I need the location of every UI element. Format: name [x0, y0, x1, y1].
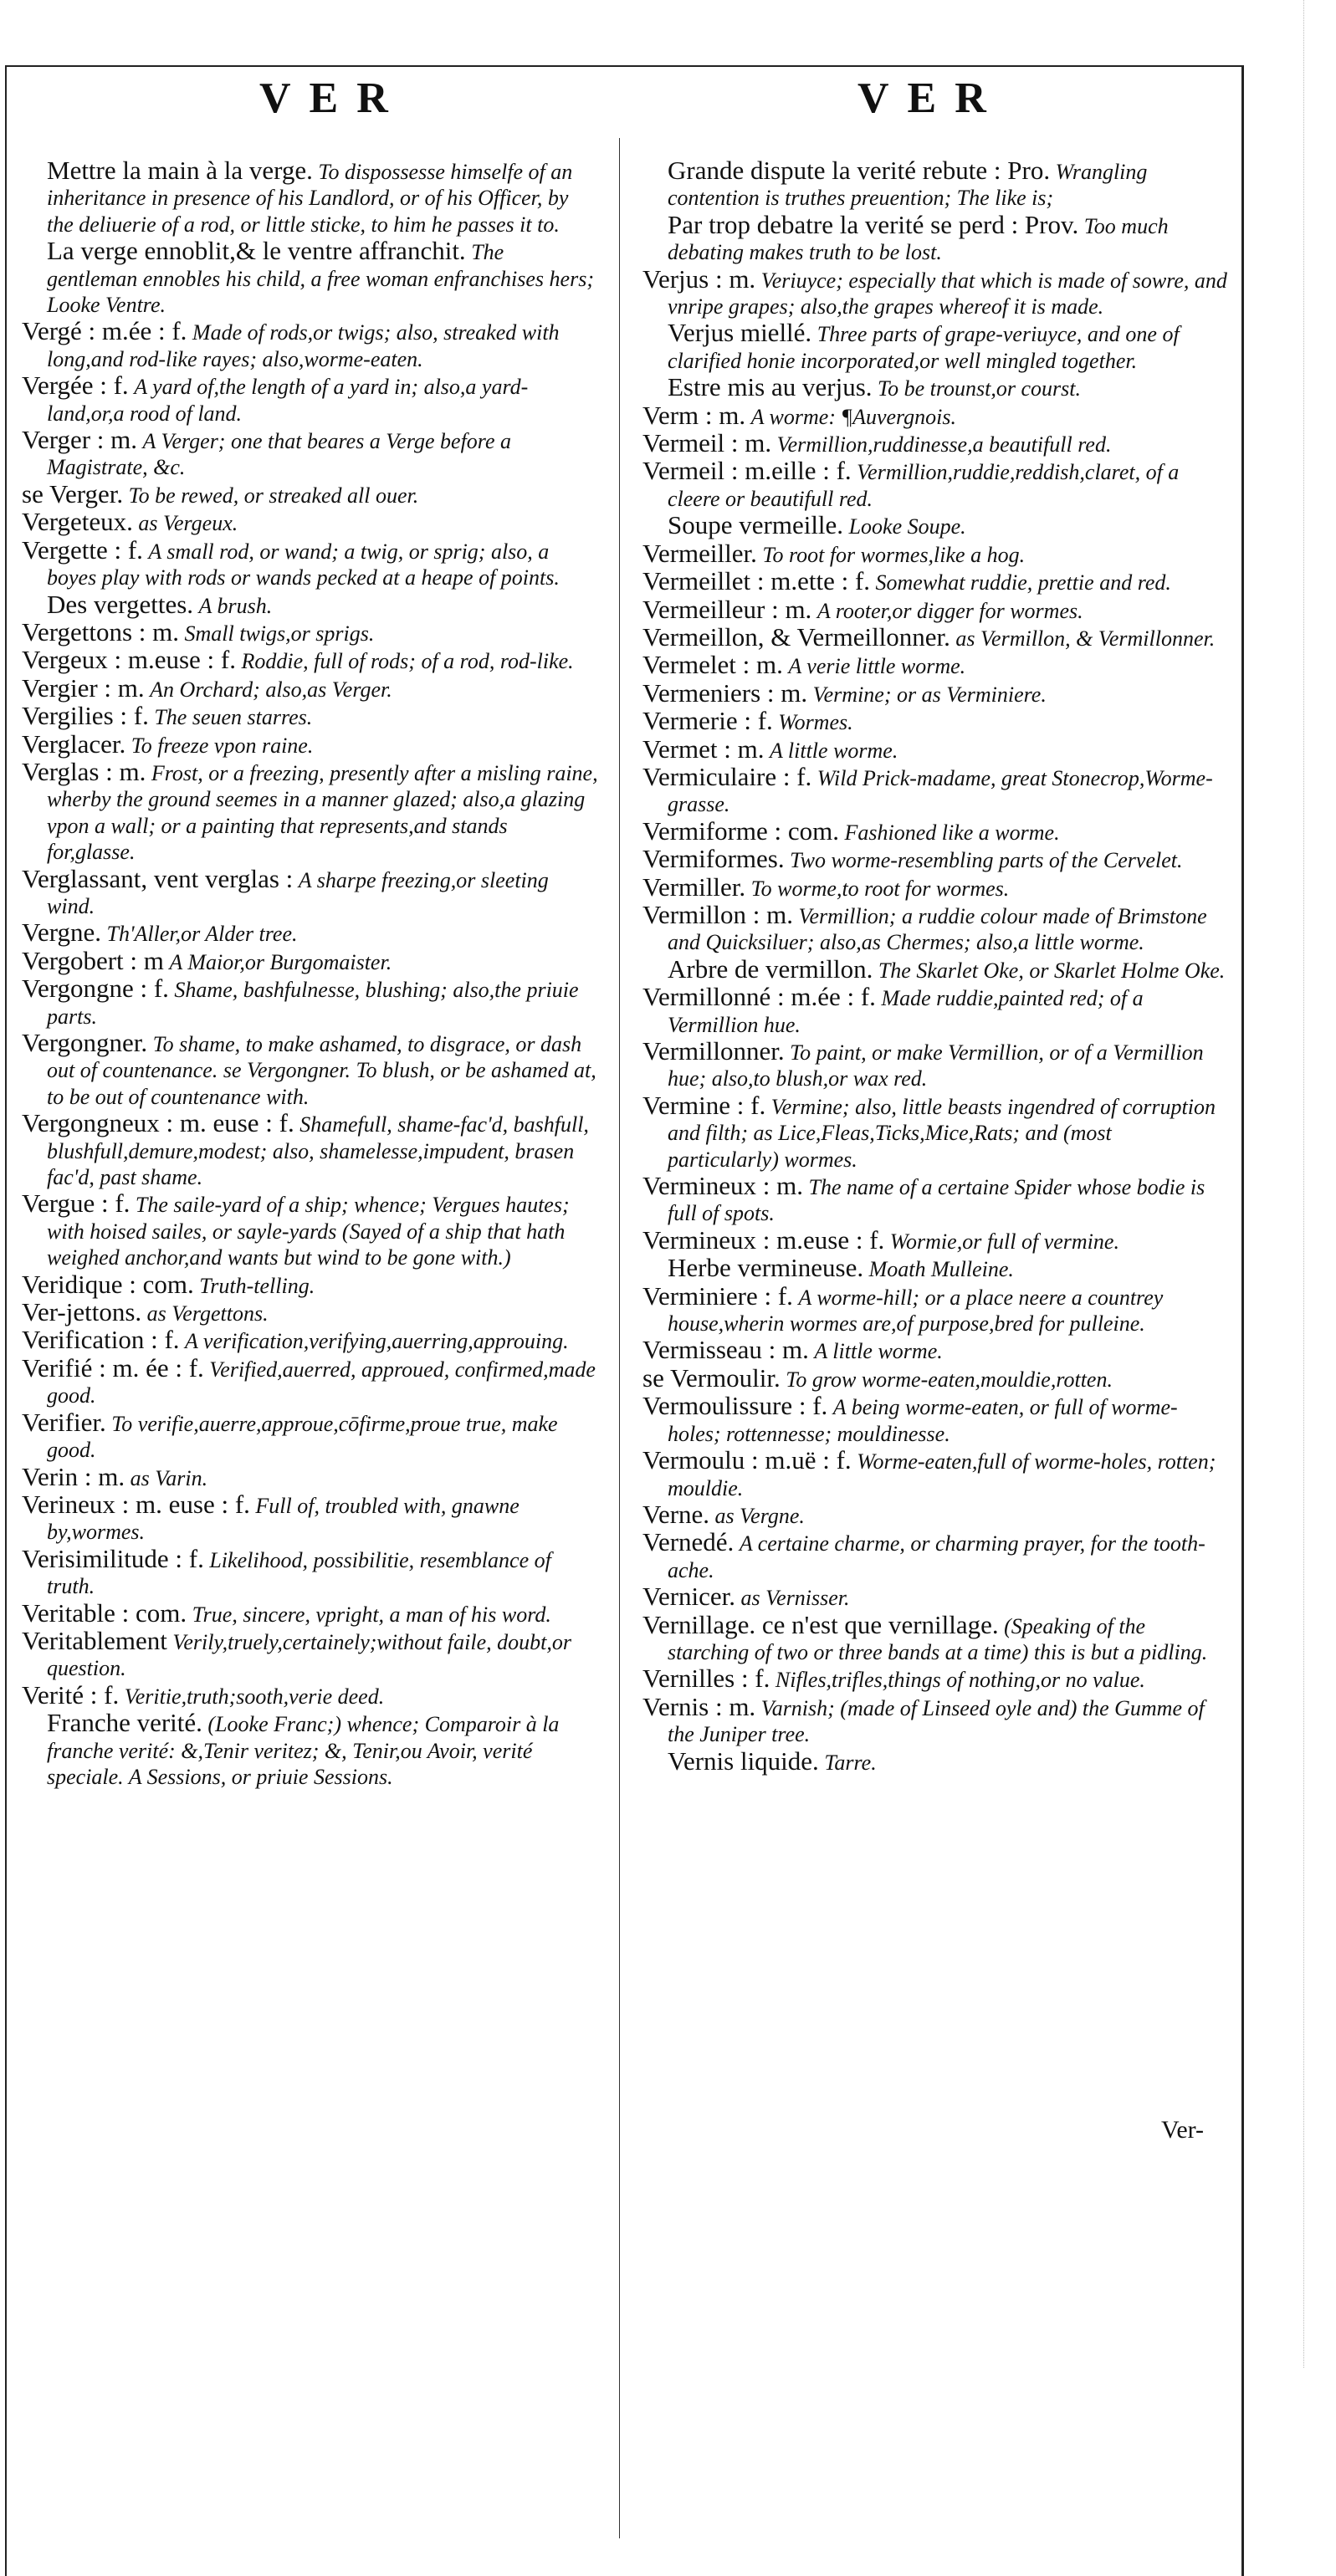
dictionary-entry: [642, 1038, 1228, 1092]
entry-headword: Vermelet : m.: [642, 650, 783, 680]
entry-headword: Vergettons : m.: [22, 616, 179, 647]
dictionary-entry: [642, 1255, 1228, 1282]
entry-gloss: Somewhat ruddie, prettie and red.: [875, 570, 1171, 595]
dictionary-entry: [642, 430, 1228, 457]
entry-headword: Vergeux : m.euse : f.: [22, 645, 236, 675]
entry-gloss: To worme,to root for wormes.: [750, 876, 1010, 901]
entry-gloss: To be rewed, or streaked all ouer.: [128, 483, 419, 508]
dictionary-entry: [642, 953, 1228, 984]
entry-gloss: The seuen starres.: [154, 705, 313, 730]
entry-headword: Vergongneux : m. euse : f.: [22, 1108, 294, 1138]
entry-gloss: Verily,truely,certainely;without faile, doubt,or question.: [47, 1629, 571, 1681]
catchword: Ver-: [1161, 2116, 1205, 2144]
entry-headword: Vergue : f.: [22, 1188, 131, 1219]
entry-gloss: Three parts of grape-veriuyce, and one of clarified honie incorporated,or well mingled together.: [668, 322, 1180, 373]
dictionary-entry: [642, 512, 1228, 539]
dictionary-entry: [22, 647, 599, 674]
dictionary-entry: [642, 1280, 1228, 1337]
entry-headword: Vernilles : f.: [642, 1664, 770, 1694]
dictionary-entry: [642, 815, 1228, 846]
dictionary-entry: [22, 1491, 599, 1546]
dictionary-entry: [642, 157, 1228, 212]
dictionary-entry: [22, 1352, 599, 1409]
dictionary-entry: [22, 756, 599, 866]
entry-gloss: Truth-telling.: [199, 1273, 315, 1298]
dictionary-entry: [642, 1609, 1228, 1666]
entry-headword: Vermiller.: [642, 871, 746, 902]
dictionary-entry: [22, 1409, 599, 1464]
entry-headword: Herbe vermineuse.: [668, 1253, 864, 1283]
dictionary-entry: [22, 318, 599, 372]
running-header-right: VER: [857, 74, 1005, 122]
entry-gloss: Veriuyce; especially that which is made of sowre, and vnripe grapes; also,the grapes whereof it is made.: [668, 268, 1227, 319]
entry-gloss: Shame, bashfulnesse, blushing; also,the priuie parts.: [47, 978, 579, 1029]
entry-gloss: To verifie,auerre,approue,cōfirme,proue true, make good.: [47, 1411, 558, 1463]
entry-gloss: Looke Soupe.: [848, 514, 966, 539]
entry-gloss: The Skarlet Oke, or Skarlet Holme Oke.: [878, 958, 1226, 983]
entry-headword: Veridique : com.: [22, 1269, 194, 1299]
dictionary-entry: [642, 652, 1228, 679]
entry-headword: Vermeilleur : m.: [642, 594, 812, 624]
entry-gloss: Worme-eaten,full of worme-holes, rotten; mouldie.: [668, 1449, 1216, 1500]
dictionary-entry: [642, 1393, 1228, 1447]
entry-headword: Vermillonner.: [642, 1036, 785, 1066]
entry-headword: Vergette : f.: [22, 534, 143, 565]
entry-gloss: Th'Aller,or Alder tree.: [106, 922, 298, 947]
entry-headword: Veritable : com.: [22, 1597, 187, 1628]
dictionary-entry: [22, 1299, 599, 1326]
dictionary-entry: [22, 863, 599, 920]
dictionary-entry: [642, 677, 1228, 708]
entry-headword: La verge ennoblit,& le ventre affranchit.: [47, 236, 466, 266]
entry-gloss: Wormes.: [778, 710, 853, 735]
entry-gloss: as Vergeux.: [138, 511, 238, 536]
dictionary-entry: [22, 372, 599, 427]
entry-headword: Vermine : f.: [642, 1090, 766, 1120]
entry-gloss: A rooter,or digger for wormes.: [816, 598, 1083, 623]
dictionary-entry: [642, 1691, 1228, 1748]
dictionary-entry: [642, 1447, 1228, 1501]
entry-headword: Vermiforme : com.: [642, 815, 840, 846]
entry-gloss: Wrangling contention is truthes preuention; The like is;: [668, 160, 1148, 211]
entry-gloss: as Vermillon, & Vermillonner.: [955, 626, 1216, 651]
entry-headword: Vergongne : f.: [22, 974, 169, 1004]
entry-gloss: Wild Prick-madame, great Stonecrop,Worme-grasse.: [668, 765, 1213, 817]
dictionary-entry: [642, 568, 1228, 595]
entry-gloss: To freeze vpon raine.: [131, 733, 314, 758]
entry-gloss: A yard of,the length of a yard in; also,a yard-land,or,a rood of land.: [47, 375, 529, 426]
entry-headword: Vergeteux.: [22, 507, 133, 537]
entry-gloss: A worme-hill; or a place neere a countrey house,wherin wormes are,of purpose,bred for pulleine.: [668, 1285, 1164, 1337]
entry-headword: Vermeillon, & Vermeillonner.: [642, 621, 950, 652]
dictionary-entry: [642, 319, 1228, 374]
entry-headword: Estre mis au verjus.: [668, 372, 873, 402]
dictionary-entry: [22, 1271, 599, 1299]
entry-headword: Verjus : m.: [642, 263, 756, 294]
entry-headword: Vergier : m.: [22, 672, 145, 703]
dictionary-entry: [642, 761, 1228, 818]
dictionary-entry: [642, 1529, 1228, 1583]
dictionary-entry: [642, 1173, 1228, 1227]
dictionary-entry: [642, 1337, 1228, 1364]
entry-gloss: Made ruddie,painted red; of a Vermillion hue.: [668, 986, 1144, 1037]
entry-gloss: Two worme-resembling parts of the Cervelet.: [790, 848, 1183, 873]
entry-headword: Vermiculaire : f.: [642, 761, 812, 791]
dictionary-entry: [642, 596, 1228, 624]
entry-gloss: A little worme.: [814, 1339, 943, 1364]
dictionary-entry: [22, 1597, 599, 1628]
entry-headword: Verin : m.: [22, 1461, 125, 1491]
entry-headword: Vermillon : m.: [642, 899, 793, 929]
entry-headword: Verineux : m. euse : f.: [22, 1489, 250, 1519]
dictionary-entry: [642, 899, 1228, 956]
entry-headword: Verisimilitude : f.: [22, 1543, 204, 1573]
entry-headword: Verger : m.: [22, 425, 138, 455]
entry-headword: Verglassant, vent verglas :: [22, 863, 294, 893]
entry-headword: Vermiformes.: [642, 844, 785, 874]
dictionary-entry: [642, 621, 1228, 652]
entry-gloss: Frost, or a freezing, presently after a misling raine, wherby the ground seemes in a manner glazed; also,a glazing vpon a wall; or a painting that represents,and stands for,glasse.: [47, 760, 598, 865]
entry-headword: Verne.: [642, 1499, 710, 1529]
running-header-left: VER: [259, 74, 407, 122]
entry-headword: Verifier.: [22, 1407, 106, 1437]
entry-gloss: A Maior,or Burgomaister.: [169, 949, 392, 974]
entry-gloss: Vermine; or as Verminiere.: [812, 682, 1047, 707]
entry-gloss: Full of, troubled with, gnawne by,wormes.: [47, 1493, 520, 1545]
entry-headword: Arbre de vermillon.: [668, 953, 873, 984]
dictionary-entry: [642, 984, 1228, 1038]
entry-gloss: Verified,auerred, approued, confirmed,made good.: [47, 1357, 596, 1408]
dictionary-entry: [22, 975, 599, 1030]
entry-headword: Vergé : m.ée : f.: [22, 316, 187, 346]
entry-gloss: Vermillion,ruddinesse,a beautifull red.: [776, 432, 1112, 457]
dictionary-entry: [22, 478, 599, 509]
entry-headword: Verification : f.: [22, 1325, 180, 1355]
dictionary-entry: [22, 1030, 599, 1110]
dictionary-entry: [22, 672, 599, 703]
dictionary-entry: [22, 157, 599, 238]
entry-gloss: A certaine charme, or charming prayer, for the tooth-ache.: [668, 1531, 1205, 1582]
entry-headword: Veritablement: [22, 1625, 167, 1655]
dictionary-entry: [22, 945, 599, 975]
dictionary-entry: [22, 1710, 599, 1790]
entry-gloss: Made of rods,or twigs; also, streaked with long,and rod-like rayes; also,worme-eaten.: [47, 320, 560, 371]
entry-headword: Vernedé.: [642, 1527, 735, 1557]
entry-headword: Verité : f.: [22, 1679, 120, 1710]
entry-gloss: as Vergettons.: [146, 1301, 269, 1326]
entry-gloss: Shamefull, shame-fac'd, bashfull, blushfull,demure,modest; also, shamelesse,impudent, brasen fac'd, past shame.: [47, 1112, 589, 1190]
entry-headword: Vernis liquide.: [668, 1745, 819, 1776]
entry-gloss: To grow worme-eaten,mouldie,rotten.: [786, 1367, 1113, 1392]
entry-gloss: To be trounst,or courst.: [878, 376, 1081, 401]
entry-gloss: Vermillion,ruddie,reddish,claret, of a cleere or beautifull red.: [668, 460, 1180, 511]
dictionary-entry: [642, 263, 1228, 320]
dictionary-entry: [22, 1326, 599, 1354]
entry-headword: Grande dispute la verité rebute : Pro.: [668, 156, 1051, 185]
dictionary-entry: [22, 1190, 599, 1270]
entry-headword: Verifié : m. ée : f.: [22, 1352, 204, 1383]
dictionary-entry: [642, 540, 1228, 568]
entry-headword: Vermeillet : m.ette : f.: [642, 566, 871, 596]
dictionary-entry: [642, 1224, 1228, 1255]
entry-headword: Vergobert : m: [22, 945, 164, 975]
entry-gloss: The gentleman ennobles his child, a free woman enfranchises hers; Looke Ventre.: [47, 240, 594, 318]
entry-gloss: A being worme-eaten, or full of worme-holes; rottennesse; mouldinesse.: [668, 1395, 1178, 1446]
dictionary-entry: [22, 616, 599, 647]
entry-gloss: Moath Mulleine.: [868, 1257, 1014, 1282]
entry-headword: Verjus miellé.: [668, 318, 812, 348]
left-column: [22, 157, 599, 1790]
entry-headword: Ver-jettons.: [22, 1297, 142, 1327]
entry-gloss: (Speaking of the starching of two or three bands at a time) this is but a pidling.: [668, 1613, 1208, 1664]
entry-headword: Mettre la main à la verge.: [47, 156, 313, 185]
dictionary-entry: [22, 1625, 599, 1682]
dictionary-entry: [22, 1110, 599, 1190]
entry-gloss: Too much debating makes truth to be lost.: [668, 213, 1169, 265]
entry-gloss: A verie little worme.: [788, 654, 966, 679]
entry-headword: Vermillonné : m.ée : f.: [642, 982, 876, 1012]
entry-gloss: Nifles,trifles,things of nothing,or no value.: [775, 1668, 1145, 1693]
entry-headword: Des vergettes.: [47, 589, 194, 619]
dictionary-entry: [22, 703, 599, 730]
dictionary-entry: [642, 457, 1228, 512]
dictionary-entry: [642, 1583, 1228, 1611]
entry-gloss: The saile-yard of a ship; whence; Vergues hautes; with hoised sailes, or sayle-yards (Sayed of a ship that hath weighed anchor,and wants but wind to be gone with.): [47, 1193, 570, 1270]
entry-headword: Vermerie : f.: [642, 706, 773, 736]
dictionary-entry: [642, 1665, 1228, 1693]
entry-headword: Verm : m.: [642, 400, 746, 430]
entry-gloss: To shame, to make ashamed, to disgrace, or dash out of countenance. se Vergongner. To blush, or be ashamed at, to be out of countenance with.: [47, 1032, 596, 1109]
dictionary-entry: [22, 1543, 599, 1600]
entry-gloss: The name of a certaine Spider whose bodie is full of spots.: [668, 1175, 1205, 1226]
entry-headword: Vermineux : m.euse : f.: [642, 1224, 885, 1255]
entry-gloss: Vermine; also, little beasts ingendred of corruption and filth; as Lice,Fleas,Ticks,Mice,Rats; and (most particularly) wormes.: [668, 1094, 1216, 1172]
dictionary-entry: [642, 209, 1228, 266]
entry-gloss: Vermillion; a ruddie colour made of Brimstone and Quicksiluer; also,as Chermes; also,a little worme.: [668, 903, 1207, 955]
entry-gloss: as Vergne.: [714, 1503, 805, 1528]
dictionary-entry: [642, 1362, 1228, 1393]
entry-headword: Vermeil : m.: [642, 428, 772, 458]
entry-headword: Vermeiller.: [642, 538, 757, 568]
entry-gloss: Fashioned like a worme.: [844, 820, 1060, 845]
entry-headword: Vergée : f.: [22, 371, 129, 401]
entry-gloss: (Looke Franc;) whence; Comparoir à la franche verité: &,Tenir veritez; &, Tenir,ou Avoir, verité speciale. A Sessions, or priuie Sessions.: [47, 1712, 560, 1789]
dictionary-entry: [22, 1679, 599, 1710]
entry-gloss: Roddie, full of rods; of a rod, rod-like.: [241, 649, 574, 674]
entry-gloss: Likelihood, possibilitie, resemblance of truth.: [47, 1547, 551, 1599]
entry-headword: Franche verité.: [47, 1708, 202, 1738]
dictionary-entry: [642, 1745, 1228, 1776]
entry-headword: Vermoulissure : f.: [642, 1391, 828, 1421]
entry-headword: Vermisseau : m.: [642, 1335, 809, 1365]
entry-headword: Verglacer.: [22, 728, 126, 759]
entry-gloss: as Vernisser.: [740, 1586, 850, 1611]
dictionary-entry: [22, 238, 599, 318]
dictionary-entry: [22, 534, 599, 591]
entry-gloss: A sharpe freezing,or sleeting wind.: [47, 867, 549, 918]
dictionary-entry: [22, 427, 599, 481]
column-divider: [619, 138, 620, 2538]
entry-gloss: A brush.: [198, 593, 273, 618]
entry-gloss: A worme: ¶Auvergnois.: [750, 404, 957, 429]
entry-gloss: Veritie,truth;sooth,verie deed.: [124, 1684, 385, 1709]
entry-headword: Verglas : m.: [22, 756, 146, 786]
entry-headword: Vermineux : m.: [642, 1171, 803, 1201]
dictionary-entry: [642, 733, 1228, 764]
entry-gloss: A verification,verifying,auerring,approuing.: [185, 1329, 569, 1354]
dictionary-entry: [642, 402, 1228, 430]
dictionary-entry: [642, 708, 1228, 735]
entry-headword: Vernicer.: [642, 1582, 736, 1612]
entry-headword: Vergilies : f.: [22, 701, 149, 731]
entry-gloss: True, sincere, vpright, a man of his word.: [192, 1602, 551, 1627]
entry-gloss: An Orchard; also,as Verger.: [150, 677, 392, 702]
entry-gloss: A little worme.: [770, 738, 898, 763]
entry-headword: Vermeniers : m.: [642, 677, 808, 708]
entry-headword: se Vermoulir.: [642, 1362, 781, 1393]
dictionary-entry: [22, 1461, 599, 1491]
dictionary-entry: [22, 509, 599, 536]
entry-gloss: To paint, or make Vermillion, or of a Vermillion hue; also,to blush,or wax red.: [668, 1040, 1204, 1091]
dictionary-entry: [22, 728, 599, 759]
entry-gloss: as Varin.: [130, 1465, 208, 1490]
entry-gloss: To dispossesse himselfe of an inheritance in presence of his Landlord, or of his Officer, by the deliuerie of a rod, or little sticke, to him he passes it to.: [47, 160, 573, 237]
entry-headword: Vermeil : m.eille : f.: [642, 456, 852, 486]
entry-headword: Vergne.: [22, 917, 101, 948]
entry-headword: Verminiere : f.: [642, 1280, 793, 1311]
entry-gloss: Tarre.: [824, 1750, 877, 1775]
entry-headword: Soupe vermeille.: [668, 510, 844, 540]
margin-line: [1303, 0, 1304, 2368]
dictionary-entry: [642, 871, 1228, 902]
entry-headword: Vergongner.: [22, 1028, 148, 1057]
entry-gloss: A small rod, or wand; a twig, or sprig; also, a boyes play with rods or wands pecked at a heape of points.: [47, 539, 560, 590]
entry-gloss: Varnish; (made of Linseed oyle and) the Gumme of the Juniper tree.: [668, 1695, 1205, 1747]
entry-headword: Vermet : m.: [642, 733, 765, 764]
dictionary-entry: [642, 1501, 1228, 1529]
entry-gloss: A Verger; one that beares a Verge before a Magistrate, &c.: [47, 429, 511, 480]
entry-headword: Vermoulu : m.uë : f.: [642, 1445, 852, 1475]
dictionary-entry: [22, 919, 599, 947]
entry-gloss: To root for wormes,like a hog.: [762, 542, 1026, 567]
right-column: [642, 157, 1228, 1776]
entry-headword: Vernis : m.: [642, 1691, 756, 1721]
entry-headword: Vernillage. ce n'est que vernillage.: [642, 1609, 999, 1639]
entry-headword: Par trop debatre la verité se perd : Prov.: [668, 209, 1079, 239]
entry-gloss: Small twigs,or sprigs.: [184, 621, 375, 646]
dictionary-entry: [642, 374, 1228, 401]
dictionary-entry: [642, 846, 1228, 873]
entry-headword: se Verger.: [22, 478, 124, 509]
dictionary-entry: [642, 1092, 1228, 1173]
entry-gloss: Wormie,or full of vermine.: [889, 1229, 1119, 1254]
dictionary-entry: [22, 591, 599, 619]
